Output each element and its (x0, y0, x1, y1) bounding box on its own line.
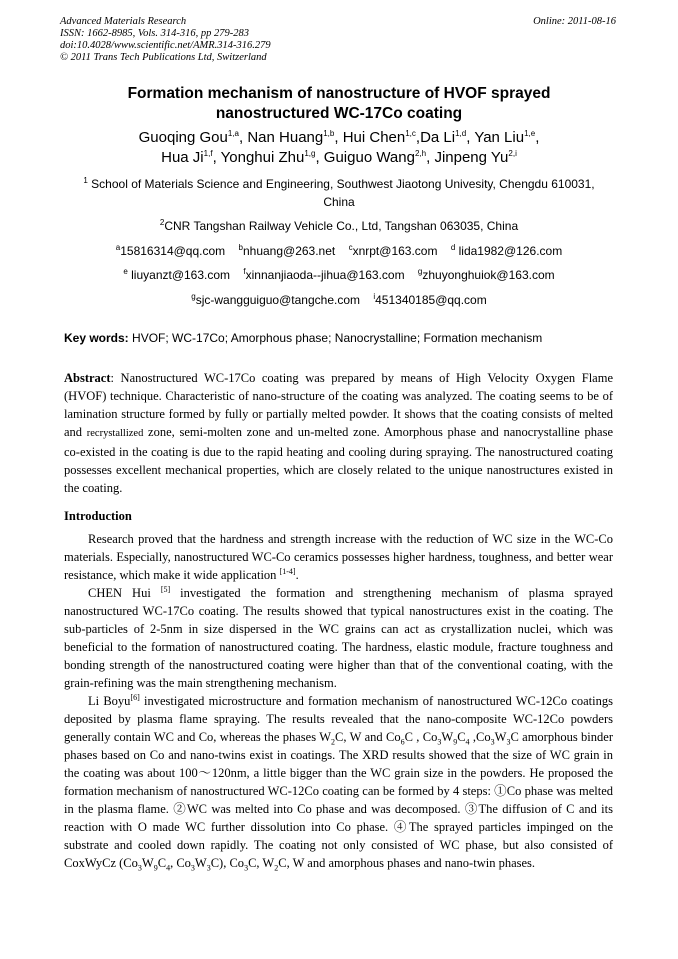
keywords (64, 329, 624, 347)
email-entry: $^f$xinnanjiaoda--jihua@163.com (243, 267, 405, 282)
affiliation-mark: 2 (159, 218, 165, 227)
author-name: Guoqing Gou (138, 129, 228, 146)
email-entry: $^e$ liuyanzt@163.com (123, 267, 231, 282)
affiliation-text: School of Materials Science and Engineering, Southwest Jiaotong Univesity, Chengdu 610031, China (91, 177, 595, 209)
author-name: Yan Liu (474, 129, 525, 146)
author-name: Nan Huang (247, 129, 324, 146)
author-name: Guiguo Wang (323, 149, 415, 166)
email-entry: $^b$nhuang@263.net (238, 243, 336, 258)
email-row-1 (40, 242, 638, 260)
paragraph-3: Li Boyu[6] investigated microstructure and formation mechanism of nanostructured WC-12Co coatings deposited by plasma flame spraying. The results revealed that the nano-composite WC-12Co powders generally contain WC and Co, whereas the phases $W_2C$, W and $Co_6C$ , $Co_3W_9C_4$ $,Co_3W_3C$ amorphous binder phases based on Co and nano-twins exist in coatings. The XRD results showed that the size of WC grain in the coating was about 100～120nm, a little bigger than the WC grain size in the powders. He proposed the formation mechanism of nanostructured WC-12Co coating can be formed by 4 steps: ①Co phase was melted in the plasma flame. ②WC was melted into Co phase and was decomposed. ③The diffusion of C and its reaction with O made WC further dissolution into Co phase. ④The sprayed particles impinged on the substrate and cooled down rapidly. The coating not only consisted of WC phase, but also consisted of CoxWyCz ($Co_3W_9C_4$, $Co_3W_3C$), $Co_3C$, $W_2C$, W and amorphous phases and nano-twin phases. (64, 692, 613, 873)
author-affil-mark: 1,e (524, 129, 536, 138)
author-affil-mark: 1,g (304, 149, 316, 158)
email-address[interactable]: lida1982@126.com (458, 244, 563, 258)
author-affil-mark: 2,i (508, 149, 517, 158)
keywords-label: Key words: (64, 331, 129, 345)
affiliation-2 (40, 217, 638, 235)
author-name: Da Li (420, 129, 456, 146)
journal-doi: doi:10.4028/www.scientific.net/AMR.314-316.279 (60, 40, 271, 51)
affiliation-1 (70, 175, 608, 211)
abstract-label: Abstract (64, 371, 111, 385)
author-name: Hui Chen (342, 129, 406, 146)
author-affil-mark: 1,d (455, 129, 467, 138)
journal-copyright: © 2011 Trans Tech Publications Ltd, Switzerland (60, 52, 267, 63)
section-heading-introduction: Introduction (64, 509, 132, 523)
author-affil-mark: 1,a (227, 129, 239, 138)
email-address[interactable]: xnrpt@163.com (352, 244, 438, 258)
email-address[interactable]: 451340185@qq.com (375, 293, 487, 307)
email-address[interactable]: nhuang@263.net (242, 244, 336, 258)
email-entry: $^a$15816314@qq.com (115, 243, 226, 258)
citation-ref[interactable]: [5] (160, 584, 171, 594)
author-name: Yonghui Zhu (220, 149, 305, 166)
journal-issn: ISSN: 1662-8985, Vols. 314-316, pp 279-283 (60, 28, 249, 39)
email-entry: $^c$xnrpt@163.com (348, 243, 438, 258)
email-address[interactable]: 15816314@qq.com (120, 244, 226, 258)
email-entry: $^d$ lida1982@126.com (450, 243, 563, 258)
title-line-2: nanostructured WC-17Co coating (215, 105, 463, 122)
keywords-text: HVOF; WC-17Co; Amorphous phase; Nanocrystalline; Formation mechanism (132, 331, 543, 345)
author-line-2: Hua Ji$^{1,f}$, Yonghui Zhu$^{1,g}$, Guiguo Wang$^{2,h}$, Jinpeng Yu$^{2,i}$ (161, 149, 517, 166)
online-date: Online: 2011-08-16 (533, 16, 616, 27)
paragraph-1: Research proved that the hardness and strength increase with the reduction of WC size in the WC-Co materials. Especially, nanostructured WC-Co ceramics possesses higher hardness, toughness, and better wear resistance, which make it wide application [1-4]. (64, 532, 613, 582)
author-affil-mark: 1,f (203, 149, 213, 158)
email-address[interactable]: zhuyonghuiok@163.com (422, 268, 555, 282)
affiliation-mark: 1 (83, 176, 88, 185)
email-address[interactable]: xinnanjiaoda--jihua@163.com (245, 268, 405, 282)
author-list (40, 128, 638, 168)
paper-title (40, 84, 638, 124)
email-row-3 (40, 291, 638, 309)
email-address[interactable]: sjc-wangguiguo@tangche.com (195, 293, 360, 307)
citation-ref[interactable]: [6] (130, 692, 140, 702)
email-entry: $^g$zhuyonghuiok@163.com (417, 267, 555, 282)
author-name: Hua Ji (161, 149, 204, 166)
author-affil-mark: 1,c (405, 129, 416, 138)
paragraph-2: CHEN Hui [5] investigated the formation and strengthening mechanism of plasma sprayed nanostructured WC-17Co coating. The results showed that typical nanostructures exist in the coating. The sub-particles of 2-5nm in size dispersed in the WC grains can act as crystallization nuclei, which was beneficial to the formation of nanostructured coating. The hardness, elastic module, fracture toughness and bonding strength of the nanostructured coating were higher than that of the conventional coating, with the grain-refining was the main strengthening mechanism. (64, 584, 613, 690)
email-row-2 (40, 266, 638, 284)
affiliation-text: CNR Tangshan Railway Vehicle Co., Ltd, Tangshan 063035, China (164, 219, 519, 233)
title-line-1: Formation mechanism of nanostructure of HVOF sprayed (127, 85, 551, 102)
introduction-body (64, 530, 613, 872)
journal-header (60, 16, 271, 64)
citation-ref[interactable]: [1-4] (279, 566, 296, 576)
email-entry: $^i$451340185@qq.com (373, 292, 487, 307)
author-name: Jinpeng Yu (434, 149, 509, 166)
journal-name: Advanced Materials Research (60, 16, 187, 27)
email-entry: $^g$sjc-wangguiguo@tangche.com (191, 292, 360, 307)
author-affil-mark: 2,h (414, 149, 427, 158)
author-line-1: Guoqing Gou$^{1,a}$, Nan Huang$^{1,b}$, Hui Chen$^{1,c}$,Da Li$^{1,d}$, Yan Liu$^{1,e}$, (138, 129, 540, 146)
email-address[interactable]: liuyanzt@163.com (131, 268, 231, 282)
abstract: Abstract: Nanostructured WC-17Co coating was prepared by means of High Velocity Oxygen Flame (HVOF) technique. Characteristic of nano-structure of the coating was analyzed. The coating seems to be of lamination structure formed by fully or partially melted powder. It shows that the coating consists of melted and recrystallized zone, semi-molten zone and un-melted zone. Amorphous phase and nanocrystalline phase co-existed in the coating is due to the rapid heating and cooling during spraying. The nanostructured coating possesses excellent mechanical properties, which are closely related to the unique nanostructures existed in the coating. (64, 371, 613, 495)
author-affil-mark: 1,b (323, 129, 335, 138)
